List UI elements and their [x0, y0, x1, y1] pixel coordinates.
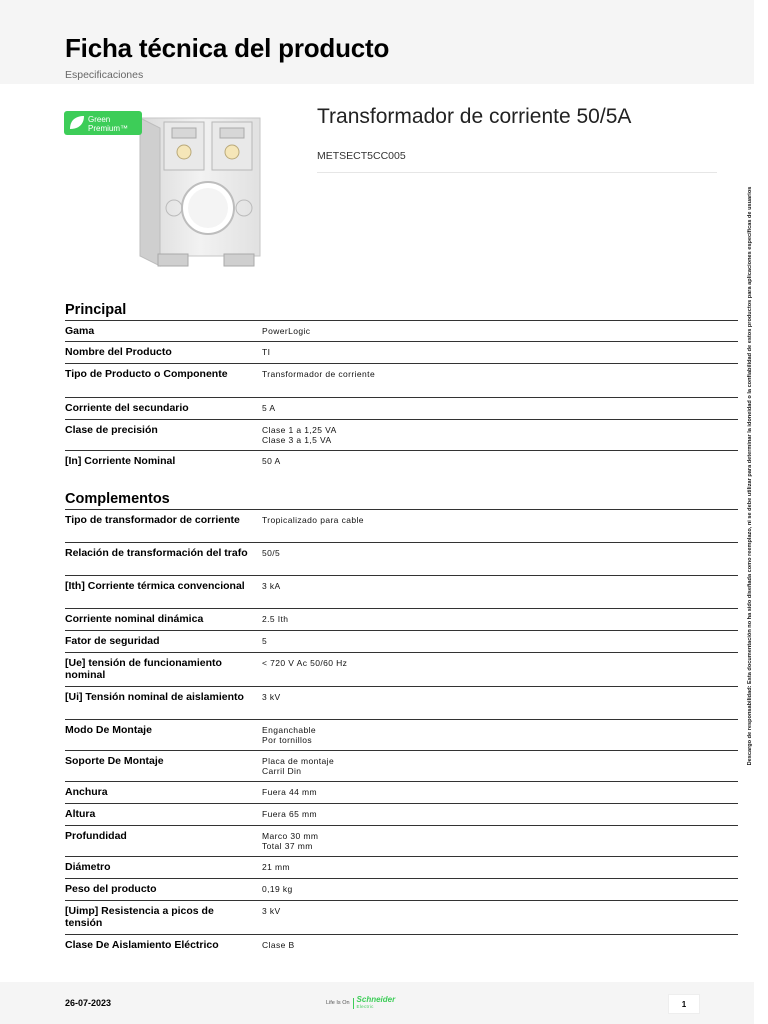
table-row: [65, 609, 738, 631]
spec-label: [Ui] Tensión nominal de aislamiento: [65, 691, 244, 703]
spec-value: Clase 1 a 1,25 VA Clase 3 a 1,5 VA: [262, 425, 337, 445]
table-row: [65, 320, 738, 342]
logo-brand-name: Schneider: [356, 995, 396, 1004]
spec-value: Enganchable Por tornillos: [262, 725, 317, 745]
spec-label: Modo De Montaje: [65, 724, 152, 736]
spec-value: 0,19 kg: [262, 884, 293, 894]
spec-label: Fator de seguridad: [65, 635, 160, 647]
spec-label: Clase de precisión: [65, 424, 158, 436]
spec-value: < 720 V Ac 50/60 Hz: [262, 658, 348, 668]
table-row: [65, 543, 738, 576]
logo-separator: [353, 998, 354, 1009]
table-row: [65, 398, 738, 420]
spec-value: TI: [262, 347, 271, 357]
spec-label: Tipo de transformador de corriente: [65, 514, 240, 526]
table-row: [65, 826, 738, 857]
spec-label: [Ith] Corriente térmica convencional: [65, 580, 245, 592]
logo-tagline: Life Is On: [326, 1000, 350, 1006]
spec-value: 21 mm: [262, 862, 290, 872]
section-title-principal: Principal: [65, 302, 127, 318]
page-number-box: [668, 994, 700, 1014]
spec-value: 3 kA: [262, 581, 281, 591]
spec-label: Tipo de Producto o Componente: [65, 368, 228, 380]
table-row: [65, 631, 738, 653]
logo-brand-sub: Electric: [356, 1004, 374, 1009]
table-row: [65, 879, 738, 901]
spec-value: Fuera 65 mm: [262, 809, 317, 819]
table-row: [65, 364, 738, 398]
spec-label: Gama: [65, 325, 95, 337]
spec-label: [Ue] tensión de funcionamiento nominal: [65, 657, 222, 681]
table-row: [65, 653, 738, 687]
page-title: Ficha técnica del producto: [65, 33, 390, 63]
spec-value: Clase B: [262, 940, 295, 950]
spec-label: Profundidad: [65, 830, 127, 842]
spec-value: Marco 30 mm Total 37 mm: [262, 831, 319, 851]
page-number: 1: [681, 1000, 687, 1009]
spec-value: 3 kV: [262, 692, 281, 702]
spec-value: Transformador de corriente: [262, 369, 376, 379]
spec-label: Anchura: [65, 786, 108, 798]
spec-label: Soporte De Montaje: [65, 755, 164, 767]
section-title-complementos: Complementos: [65, 491, 170, 507]
table-row: [65, 342, 738, 364]
product-name: Transformador de corriente 50/5A: [317, 105, 632, 128]
spec-label: Corriente del secundario: [65, 402, 189, 414]
spec-label: Altura: [65, 808, 96, 820]
spec-value: 50 A: [262, 456, 281, 466]
spec-value: Tropicalizado para cable: [262, 515, 364, 525]
spec-label: Peso del producto: [65, 883, 157, 895]
spec-value: PowerLogic: [262, 326, 311, 336]
table-row: [65, 751, 738, 782]
page-subtitle: Especificaciones: [65, 69, 144, 81]
spec-label: [In] Corriente Nominal: [65, 455, 176, 467]
table-row: [65, 804, 738, 826]
spec-value: 2.5 Ith: [262, 614, 289, 624]
spec-table-principal: [65, 320, 738, 473]
spec-value: 3 kV: [262, 906, 281, 916]
table-row: [65, 782, 738, 804]
table-row: [65, 509, 738, 543]
table-row: [65, 901, 738, 935]
logo-brand: [357, 996, 396, 1010]
table-row: [65, 935, 738, 957]
product-reference: METSECT5CC005: [317, 150, 406, 162]
side-disclaimer: Descargo de responsabilidad: Esta documentación no ha sido diseñada como reemplazo, ni se debe utilizar para determinar la idoneidad o la confiabilidad de estos productos para aplicaciones específicas de usuarios: [747, 186, 753, 766]
svg-text:Premium™: Premium™: [88, 124, 129, 133]
spec-label: Diámetro: [65, 861, 111, 873]
spec-value: 5 A: [262, 403, 276, 413]
spec-value: 5: [262, 636, 268, 646]
spec-label: Relación de transformación del trafo: [65, 547, 248, 559]
spec-label: Clase De Aislamiento Eléctrico: [65, 939, 219, 951]
svg-text:Green: Green: [88, 115, 111, 124]
table-row: [65, 420, 738, 451]
divider: [317, 172, 717, 173]
spec-value: Placa de montaje Carril Din: [262, 756, 335, 776]
spec-value: Fuera 44 mm: [262, 787, 317, 797]
spec-label: Nombre del Producto: [65, 346, 172, 358]
table-row: [65, 687, 738, 720]
footer-date: 26-07-2023: [65, 998, 112, 1008]
schneider-logo: [326, 996, 395, 1010]
table-row: [65, 451, 738, 473]
spec-label: [Uimp] Resistencia a picos de tensión: [65, 905, 214, 929]
spec-table-complementos: [65, 509, 738, 957]
spec-label: Corriente nominal dinámica: [65, 613, 204, 625]
table-row: [65, 857, 738, 879]
spec-value: 50/5: [262, 548, 281, 558]
table-row: [65, 576, 738, 609]
table-row: [65, 720, 738, 751]
product-image: [62, 108, 272, 278]
